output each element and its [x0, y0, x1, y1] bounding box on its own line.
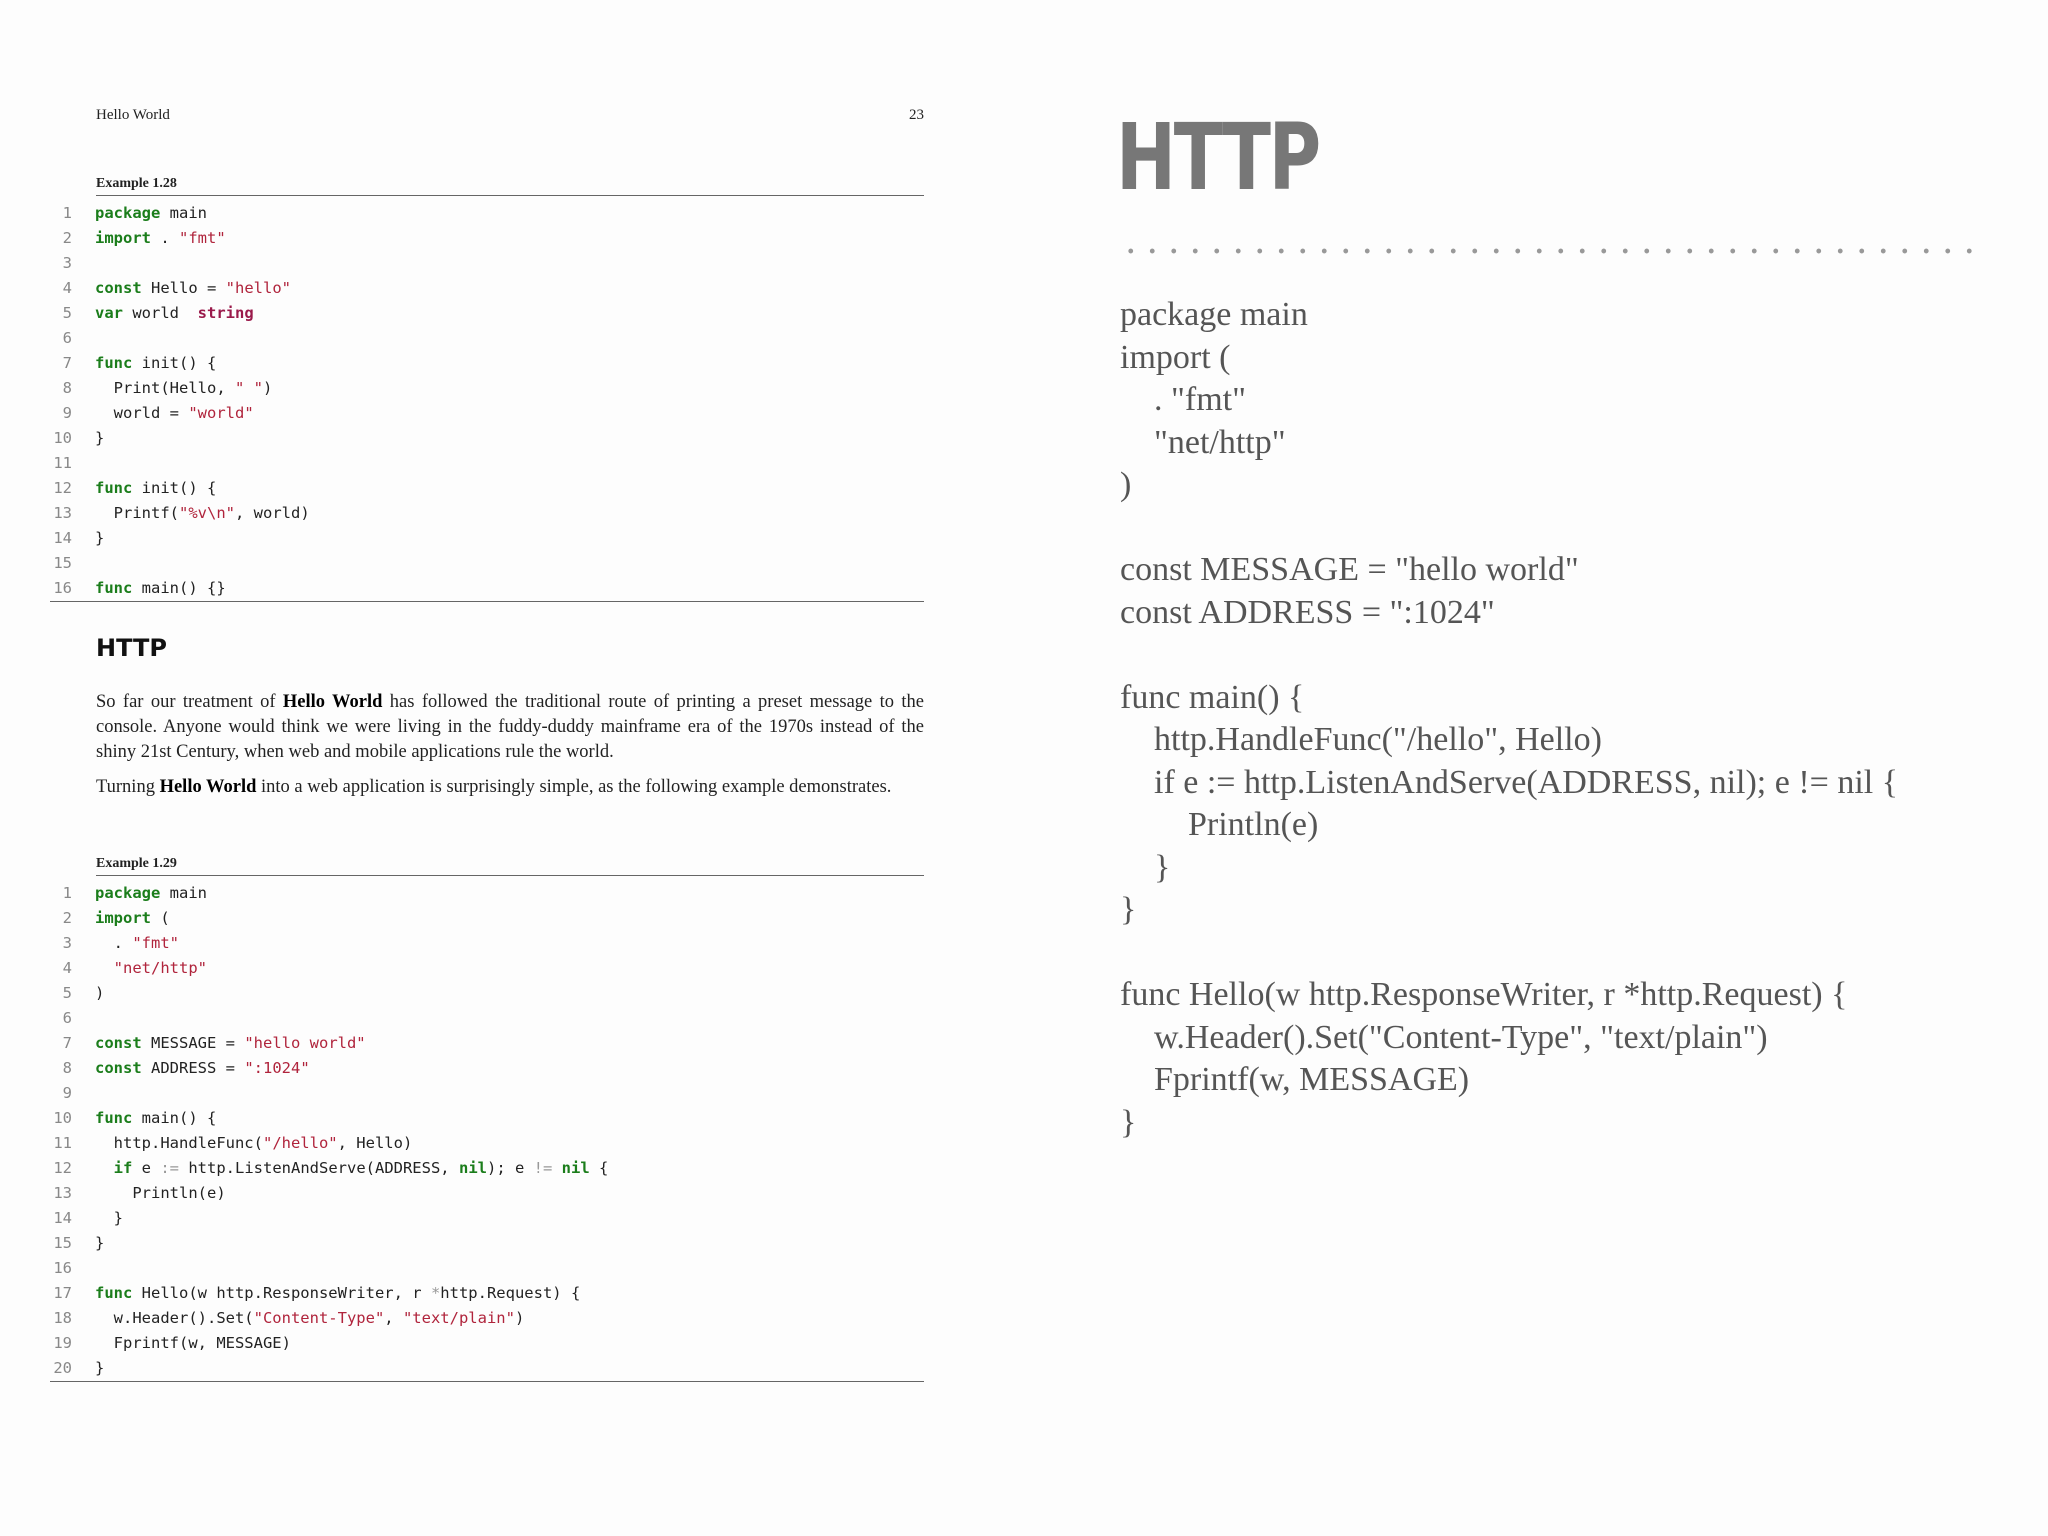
code-token: nil: [561, 1159, 590, 1177]
line-number: 1: [62, 204, 72, 222]
line-number: 5: [62, 984, 72, 1002]
paragraph-text: Turning: [96, 777, 160, 797]
code-line: [50, 351, 924, 376]
line-number: 11: [53, 454, 72, 472]
code-block: [50, 201, 924, 602]
code-token: "world": [188, 404, 254, 422]
line-code: [95, 376, 272, 401]
slide-code-line: const MESSAGE = "hello world": [1120, 551, 1579, 588]
code-token: [552, 1159, 561, 1177]
code-line: [50, 981, 924, 1006]
line-code: [95, 426, 104, 451]
line-number: 11: [53, 1134, 72, 1152]
slide-code-line: func main() {: [1120, 678, 1305, 716]
right-page: [1024, 0, 2048, 1536]
code-line: [50, 1131, 924, 1156]
running-head: [96, 107, 924, 129]
code-token: ): [514, 1309, 525, 1327]
body-paragraph: [96, 775, 924, 800]
code-token: func: [95, 1109, 133, 1127]
code-token: , world): [235, 504, 310, 522]
code-token: "%v\n": [179, 504, 235, 522]
line-number: 3: [62, 934, 72, 952]
slide-code-line: Fprintf(w, MESSAGE): [1120, 1061, 1470, 1098]
code-line: [50, 1156, 924, 1181]
line-code: [95, 501, 310, 526]
line-code: [95, 1306, 524, 1331]
code-token: world: [123, 304, 198, 322]
code-line: [50, 326, 924, 351]
slide-code-line: }: [1120, 1103, 1137, 1141]
line-code: [95, 1181, 226, 1206]
paragraph-text: has followed the traditional route of printing a preset message to the console. Anyone would think we were living in the fuddy-duddy mainframe era of the 1970s instead of the shiny 21st Century, when web and mobile applications rule the world.: [96, 692, 925, 762]
code-token: :=: [160, 1159, 180, 1177]
code-token: "fmt": [132, 934, 179, 952]
code-token: ":1024": [244, 1059, 310, 1077]
code-line: [50, 201, 924, 226]
code-token: func: [95, 354, 133, 372]
paragraph-emphasis: Hello World: [159, 777, 257, 797]
code-line: [50, 251, 924, 276]
code-token: "/hello": [262, 1134, 338, 1152]
line-number: 9: [62, 1084, 72, 1102]
code-token: import: [95, 229, 151, 247]
code-token: .: [95, 934, 133, 952]
line-code: [95, 476, 216, 501]
line-code: [95, 226, 226, 251]
line-number: 16: [53, 1259, 72, 1277]
code-token: MESSAGE =: [141, 1034, 245, 1052]
code-token: ); e: [486, 1159, 534, 1177]
line-number: 10: [53, 429, 72, 447]
code-token: const: [95, 1034, 142, 1052]
code-token: ADDRESS =: [141, 1059, 245, 1077]
code-line: [50, 881, 924, 906]
code-token: main() {: [132, 1109, 217, 1127]
code-token: Print(Hello,: [95, 379, 235, 397]
page-number: 23: [909, 107, 924, 123]
code-line: [50, 576, 924, 601]
code-token: Fprintf(w, MESSAGE): [95, 1334, 291, 1352]
slide-code-line: const ADDRESS = ":1024": [1120, 593, 1495, 631]
code-block: [50, 881, 924, 1382]
code-token: http.ListenAndServe(ADDRESS,: [179, 1159, 459, 1177]
line-code: [95, 1231, 104, 1256]
line-code: [95, 201, 207, 226]
code-line: [50, 1181, 924, 1206]
code-token: "net/http": [113, 959, 207, 977]
code-token: main() {}: [132, 579, 226, 597]
code-token: " ": [234, 379, 263, 397]
line-number: 15: [53, 554, 72, 572]
slide-code-line: ): [1120, 466, 1132, 503]
line-code: [95, 526, 104, 551]
line-code: [95, 576, 226, 601]
line-code: [95, 1356, 104, 1381]
code-token: func: [95, 1284, 133, 1302]
code-line: [50, 956, 924, 981]
body-paragraph: [96, 690, 924, 765]
code-line: [50, 1231, 924, 1256]
code-token: init() {: [132, 479, 217, 497]
slide-code-line: [1120, 634, 2020, 677]
code-line: [50, 931, 924, 956]
slide-code-line: }: [1120, 848, 1171, 886]
line-code: [95, 1281, 580, 1306]
line-number: 13: [53, 1184, 72, 1202]
code-line: [50, 401, 924, 426]
line-number: 7: [62, 354, 72, 372]
line-number: 8: [62, 1059, 72, 1077]
code-line: [50, 1306, 924, 1331]
code-token: package: [95, 204, 161, 222]
line-number: 6: [62, 1009, 72, 1027]
code-token: e: [132, 1159, 161, 1177]
line-code: [95, 301, 254, 326]
example-label: Example 1.29: [96, 856, 924, 876]
line-code: [95, 881, 207, 906]
code-token: , Hello): [337, 1134, 413, 1152]
code-token: }: [95, 1234, 105, 1252]
code-token: .: [151, 229, 179, 247]
line-number: 12: [53, 1159, 72, 1177]
code-token: main: [160, 204, 207, 222]
code-token: }: [95, 529, 105, 547]
line-number: 1: [62, 884, 72, 902]
slide-code-line: [1120, 507, 2020, 550]
code-token: "text/plain": [402, 1309, 515, 1327]
code-token: "fmt": [179, 229, 226, 247]
code-token: "hello world": [244, 1034, 366, 1052]
code-line: [50, 476, 924, 501]
code-token: "Content-Type": [253, 1309, 385, 1327]
code-line: [50, 526, 924, 551]
line-code: [95, 956, 207, 981]
line-number: 14: [53, 1209, 72, 1227]
code-line: [50, 451, 924, 476]
code-token: func: [95, 579, 133, 597]
code-line: [50, 1356, 924, 1381]
code-token: ,: [384, 1309, 403, 1327]
slide-code-line: package main: [1120, 296, 1308, 333]
code-line: [50, 1206, 924, 1231]
line-code: [95, 1331, 291, 1356]
code-line: [50, 301, 924, 326]
code-token: [95, 1159, 114, 1177]
code-line: [50, 1281, 924, 1306]
code-line: [50, 1006, 924, 1031]
line-number: 9: [62, 404, 72, 422]
paragraph-emphasis: Hello World: [282, 692, 383, 712]
slide-code-line: . "fmt": [1120, 381, 1246, 418]
line-number: 8: [62, 379, 72, 397]
code-token: }: [95, 429, 105, 447]
paragraph-text: So far our treatment of: [96, 692, 283, 712]
line-number: 16: [53, 579, 72, 597]
code-token: ): [95, 984, 105, 1002]
line-number: 5: [62, 304, 72, 322]
slide-code-line: }: [1120, 891, 1137, 928]
slide-code-listing: [1120, 294, 2020, 1144]
code-token: Hello(w http.ResponseWriter, r: [132, 1284, 431, 1302]
code-line: [50, 1106, 924, 1131]
code-line: [50, 426, 924, 451]
code-token: world =: [95, 404, 189, 422]
paragraph-text: into a web application is surprisingly simple, as the following example demonstrates.: [256, 777, 892, 797]
line-code: [95, 351, 216, 376]
code-token: const: [95, 279, 142, 297]
slide-code-line: Println(e): [1120, 806, 1319, 843]
line-number: 13: [53, 504, 72, 522]
line-number: 10: [53, 1109, 72, 1127]
code-token: http.HandleFunc(: [95, 1134, 263, 1152]
line-code: [95, 1031, 366, 1056]
line-number: 7: [62, 1034, 72, 1052]
code-line: [50, 1031, 924, 1056]
code-token: Hello =: [141, 279, 226, 297]
slide-code-line: "net/http": [1120, 423, 1286, 461]
code-token: string: [197, 304, 254, 322]
line-number: 4: [62, 279, 72, 297]
slide-code-line: http.HandleFunc("/hello", Hello): [1120, 721, 1602, 758]
line-number: 3: [62, 254, 72, 272]
code-token: func: [95, 479, 133, 497]
code-line: [50, 1331, 924, 1356]
line-code: [95, 1156, 608, 1181]
code-line: [50, 551, 924, 576]
code-token: const: [95, 1059, 142, 1077]
left-page: [0, 0, 1000, 1536]
slide-code-line: import (: [1120, 338, 1231, 376]
code-token: (: [151, 909, 170, 927]
slide-code-line: w.Header().Set("Content-Type", "text/plain"): [1120, 1018, 1768, 1056]
code-line: [50, 1256, 924, 1281]
line-number: 17: [53, 1284, 72, 1302]
code-token: *: [430, 1284, 441, 1302]
line-code: [95, 401, 254, 426]
line-number: 2: [62, 909, 72, 927]
line-number: 18: [53, 1309, 72, 1327]
line-code: [95, 931, 179, 956]
line-number: 2: [62, 229, 72, 247]
code-line: [50, 906, 924, 931]
slide-code-line: func Hello(w http.ResponseWriter, r *http.Request) {: [1120, 976, 1848, 1013]
running-head-title: Hello World: [96, 107, 170, 123]
slide-code-line: if e := http.ListenAndServe(ADDRESS, nil); e != nil {: [1120, 763, 1899, 801]
code-token: if: [113, 1159, 133, 1177]
code-line: [50, 276, 924, 301]
line-code: [95, 1131, 412, 1156]
code-token: {: [589, 1159, 609, 1177]
code-token: import: [95, 909, 151, 927]
line-code: [95, 1056, 310, 1081]
dotted-divider: [1120, 247, 1980, 255]
code-token: main: [160, 884, 207, 902]
line-number: 15: [53, 1234, 72, 1252]
line-number: 6: [62, 329, 72, 347]
line-number: 20: [53, 1359, 72, 1377]
code-token: }: [95, 1209, 123, 1227]
code-token: package: [95, 884, 161, 902]
code-line: [50, 226, 924, 251]
code-token: init() {: [132, 354, 217, 372]
code-token: var: [95, 304, 123, 322]
code-token: }: [95, 1359, 105, 1377]
code-token: w.Header().Set(: [95, 1309, 254, 1327]
line-number: 14: [53, 529, 72, 547]
code-line: [50, 501, 924, 526]
code-token: "hello": [225, 279, 291, 297]
code-token: !=: [533, 1159, 553, 1177]
code-line: [50, 1081, 924, 1106]
code-token: Printf(: [95, 504, 179, 522]
line-number: 4: [62, 959, 72, 977]
section-heading: HTTP: [96, 634, 167, 662]
slide-code-line: [1120, 932, 2020, 975]
line-number: 19: [53, 1334, 72, 1352]
example-label: Example 1.28: [96, 176, 924, 196]
code-token: ): [262, 379, 273, 397]
code-token: [95, 959, 114, 977]
code-token: Println(e): [95, 1184, 226, 1202]
line-code: [95, 276, 291, 301]
line-code: [95, 981, 104, 1006]
code-line: [50, 1056, 924, 1081]
code-token: nil: [458, 1159, 487, 1177]
line-number: 12: [53, 479, 72, 497]
line-code: [95, 1206, 123, 1231]
line-code: [95, 1106, 216, 1131]
slide-title: HTTP: [1116, 104, 1319, 211]
line-code: [95, 906, 170, 931]
code-line: [50, 376, 924, 401]
code-token: http.Request) {: [440, 1284, 581, 1302]
